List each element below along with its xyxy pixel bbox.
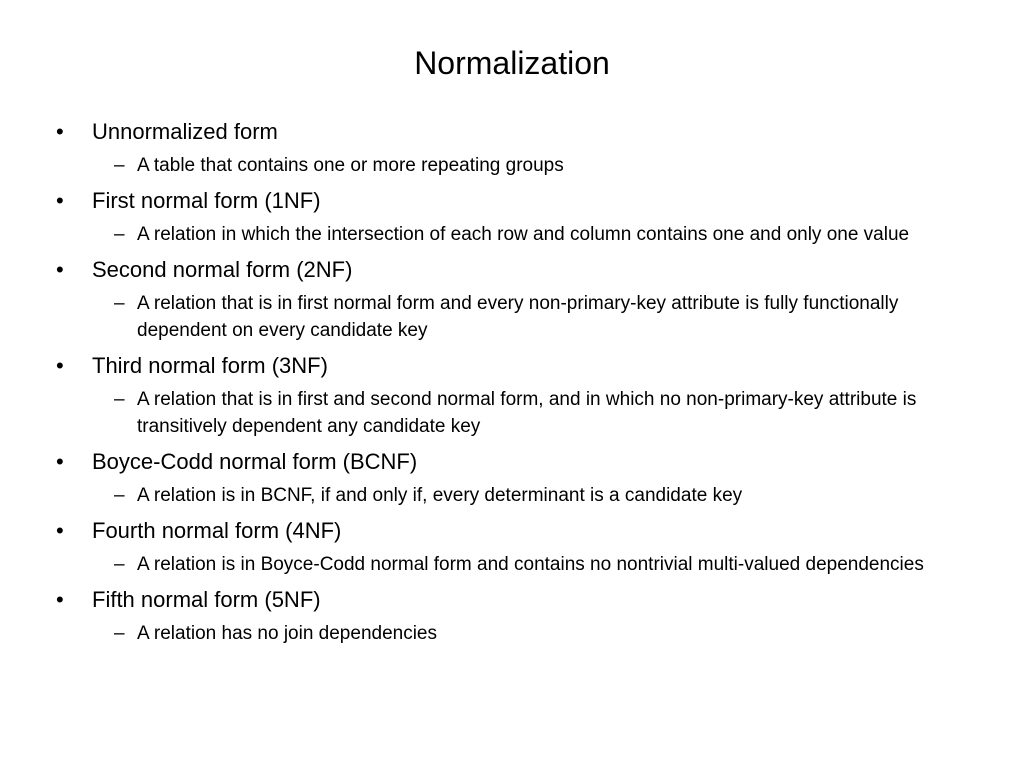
sub-bullet-description xyxy=(0,221,1024,248)
bullet-heading-text: Fourth normal form (4NF) xyxy=(92,518,342,543)
bullet-icon: • xyxy=(56,518,64,543)
dash-icon: – xyxy=(114,155,125,176)
bullet-heading-4nf xyxy=(0,515,1024,547)
sub-bullet-description xyxy=(0,482,1024,509)
dash-icon: – xyxy=(114,623,125,644)
bullet-heading-text: First normal form (1NF) xyxy=(92,188,321,213)
sub-bullet-text: A relation is in BCNF, if and only if, every determinant is a candidate key xyxy=(137,485,743,506)
bullet-heading-3nf xyxy=(0,350,1024,382)
sub-bullet-description xyxy=(0,551,1024,578)
bullet-icon: • xyxy=(56,119,64,144)
bullet-icon: • xyxy=(56,257,64,282)
slide-title: Normalization xyxy=(414,45,610,81)
bullet-icon: • xyxy=(56,188,64,213)
bullet-list xyxy=(0,116,1024,653)
bullet-heading-text: Second normal form (2NF) xyxy=(92,257,353,282)
dash-icon: – xyxy=(114,224,125,245)
bullet-heading-5nf xyxy=(0,584,1024,616)
bullet-heading-text: Unnormalized form xyxy=(92,119,278,144)
sub-bullet-text: A table that contains one or more repeating groups xyxy=(137,155,564,176)
dash-icon: – xyxy=(114,293,125,314)
sub-bullet-description xyxy=(0,152,1024,179)
bullet-heading-2nf xyxy=(0,254,1024,286)
sub-bullet-text: A relation that is in first and second normal form, and in which no non-primary-key attribute is transitively dependent any candidate key xyxy=(137,389,917,437)
bullet-heading-text: Third normal form (3NF) xyxy=(92,353,328,378)
sub-bullet-text: A relation that is in first normal form and every non-primary-key attribute is fully functionally dependent on every candidate key xyxy=(137,293,899,341)
list-item xyxy=(0,350,1024,440)
bullet-icon: • xyxy=(56,587,64,612)
list-item xyxy=(0,116,1024,179)
sub-bullet-text: A relation has no join dependencies xyxy=(137,623,438,644)
list-item xyxy=(0,185,1024,248)
bullet-heading-bcnf xyxy=(0,446,1024,478)
dash-icon: – xyxy=(114,389,125,410)
list-item xyxy=(0,515,1024,578)
list-item xyxy=(0,584,1024,647)
sub-bullet-description xyxy=(0,290,1024,344)
bullet-heading-unnormalized xyxy=(0,116,1024,148)
sub-bullet-description xyxy=(0,386,1024,440)
dash-icon: – xyxy=(114,485,125,506)
sub-bullet-text: A relation is in Boyce-Codd normal form and contains no nontrivial multi-valued dependencies xyxy=(137,554,924,575)
list-item xyxy=(0,254,1024,344)
bullet-icon: • xyxy=(56,449,64,474)
list-item xyxy=(0,446,1024,509)
bullet-heading-text: Fifth normal form (5NF) xyxy=(92,587,321,612)
dash-icon: – xyxy=(114,554,125,575)
bullet-heading-text: Boyce-Codd normal form (BCNF) xyxy=(92,449,418,474)
bullet-icon: • xyxy=(56,353,64,378)
bullet-heading-1nf xyxy=(0,185,1024,217)
sub-bullet-description xyxy=(0,620,1024,647)
sub-bullet-text: A relation in which the intersection of each row and column contains one and only one value xyxy=(137,224,910,245)
